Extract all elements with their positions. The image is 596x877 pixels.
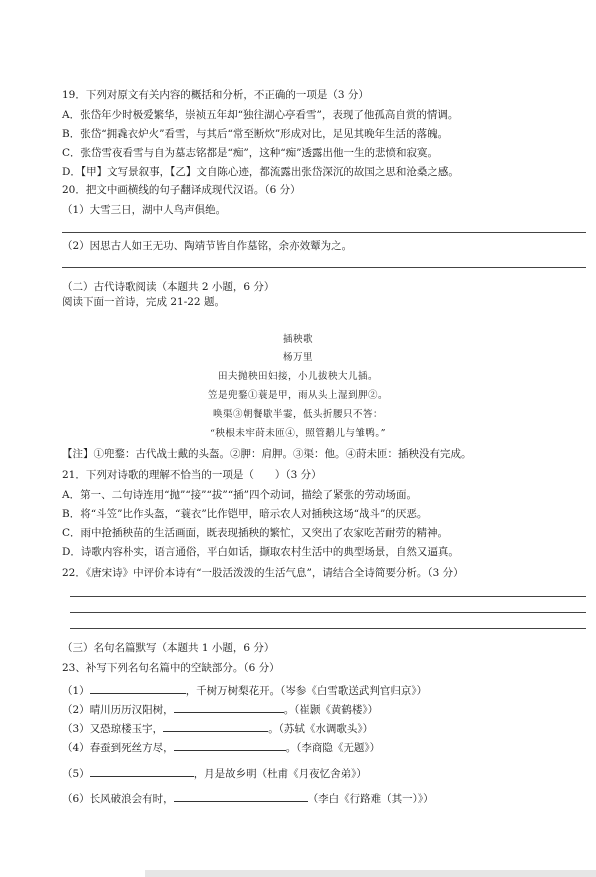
q20-item-2: （2）因思古人如王无功、陶靖节皆自作墓铭，余亦效颦为之。 (62, 240, 353, 252)
q19-option-d: D．【甲】文写景叙事，【乙】文自陈心迹，都流露出张岱深沉的故国之思和沧桑之感。 (62, 166, 459, 178)
q19-option-a: A．张岱年少时极爱繁华，崇祯五年却“独往湖心亭看雪”，表现了他孤高自赏的情调。 (62, 109, 459, 121)
section-heading-recitation: （三）名句名篇默写（本题共 1 小题，6 分） (62, 642, 275, 654)
q19-stem: 19．下列对原文有关内容的概括和分析，不正确的一项是（3 分） (62, 89, 369, 101)
q20-item-1: （1）大雪三日，湖中人鸟声俱绝。 (62, 204, 227, 216)
page-footer-bar (145, 870, 596, 877)
poem-author: 杨万里 (282, 352, 313, 363)
answer-line (62, 267, 586, 268)
q21-stem: 21．下列对诗歌的理解不恰当的一项是（ ）（3 分） (62, 469, 322, 481)
q20-stem: 20．把文中画横线的句子翻译成现代汉语。（6 分） (62, 184, 301, 196)
fill-in-blank[interactable] (174, 790, 308, 802)
fill-in-blank[interactable] (90, 765, 194, 777)
q21-option-a: A．第一、二句诗连用“抛”“接”“拔”“插”四个动词，描绘了紧张的劳动场面。 (62, 489, 418, 501)
q21-option-b: B．将“斗笠”比作头盔，“蓑衣”比作铠甲，暗示农人对插秧这场“战斗”的厌恶。 (62, 508, 428, 520)
answer-line (70, 628, 586, 629)
q23-item-1: （1） ，千树万树梨花开。（岑参《白雪歌送武判官归京》） (62, 682, 427, 698)
poem-note: 【注】①兜鍪：古代战士戴的头盔。②胛：肩胛。③渠：他。④莳未匝：插秧没有完成。 (62, 448, 472, 460)
section-heading-poetry: （二）古代诗歌阅读（本题共 2 小题，6 分） (62, 281, 275, 293)
poem-line: 田夫抛秧田妇接，小儿拔秧大儿插。 (217, 371, 378, 382)
q22-stem: 22．《唐宋诗》中评价本诗有“一股活泼泼的生活气息”，请结合全诗简要分析。（3 分） (62, 567, 464, 579)
fill-in-blank[interactable] (174, 739, 286, 751)
q21-option-c: C．雨中抢插秧苗的生活画面，既表现插秧的繁忙，又突出了农家吃苦耐劳的精神。 (62, 527, 449, 539)
q19-option-c: C．张岱雪夜看雪与自为墓志铭都是“痴”，这种“痴”透露出他一生的悲愤和寂寞。 (62, 147, 439, 159)
fill-in-blank[interactable] (163, 720, 268, 732)
q23-item-3: （3）又恐琼楼玉宇， 。（苏轼《水调歌头》） (62, 720, 373, 736)
q23-stem: 23、补写下列名句名篇中的空缺部分。（6 分） (62, 662, 280, 674)
poem-line: 唤渠③朝餐歇半霎，低头折腰只不答： (212, 409, 383, 420)
answer-line (62, 232, 586, 233)
fill-in-blank[interactable] (174, 701, 284, 713)
q23-item-5: （5） ，月是故乡明（杜甫《月夜忆舍弟》） (62, 765, 367, 781)
answer-line (70, 612, 586, 613)
q23-item-2: （2）晴川历历汉阳树， 。（崔颢《黄鹤楼》） (62, 701, 378, 717)
poem-line: “秧根未牢莳未匝④，照管鹅儿与雏鸭。” (210, 428, 386, 439)
answer-line (70, 596, 586, 597)
section-intro: 阅读下面一首诗，完成 21-22 题。 (62, 296, 225, 308)
q19-option-b: B．张岱“拥毳衣炉火”看雪，与其后“常至断炊”形成对比，足见其晚年生活的落魄。 (62, 128, 449, 140)
q21-option-d: D．诗歌内容朴实，语言通俗，平白如话，撷取农村生活中的典型场景，自然又逼真。 (62, 546, 459, 558)
poem-line: 笠是兜鍪①蓑是甲，雨从头上湿到胛②。 (207, 390, 388, 401)
fill-in-blank[interactable] (90, 682, 186, 694)
q23-item-4: （4）春蚕到死丝方尽， 。（李商隐《无题》） (62, 739, 380, 755)
poem-title: 插秧歌 (282, 334, 313, 345)
q23-item-6: （6）长风破浪会有时， （李白《行路难（其一）》） (62, 790, 434, 806)
